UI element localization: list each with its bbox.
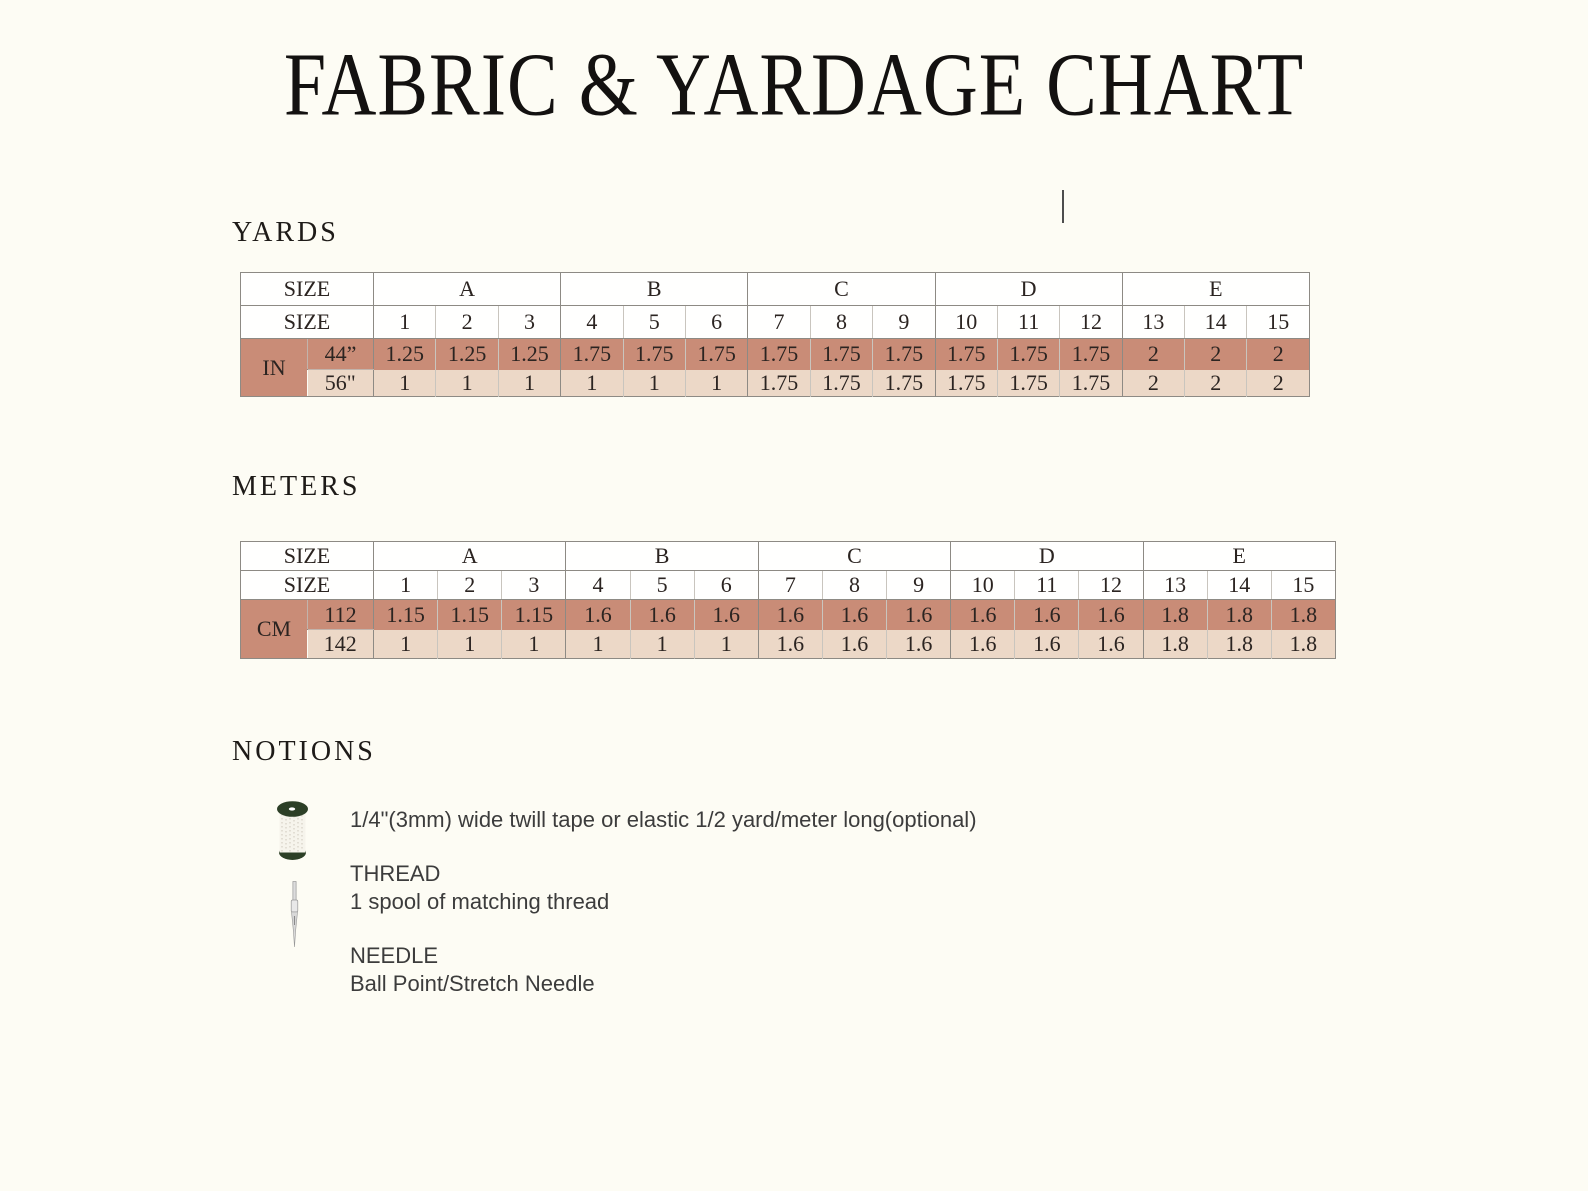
yardage-value-cell: 1.6 — [566, 600, 630, 630]
yardage-value-cell: 1.75 — [873, 339, 935, 370]
size-group-label: C — [758, 542, 950, 571]
unit-label-cell: CM — [241, 600, 308, 659]
yardage-value-cell: 1.6 — [1079, 600, 1143, 630]
size-number-cell: 6 — [694, 571, 758, 600]
yardage-value-cell: 1 — [566, 630, 630, 659]
size-number-cell: 5 — [623, 306, 685, 339]
yardage-value-cell: 1.75 — [810, 370, 872, 397]
yardage-value-cell: 1.6 — [758, 600, 822, 630]
yardage-value-cell: 1 — [374, 370, 436, 397]
size-number-cell: 8 — [810, 306, 872, 339]
size-number-cell: 7 — [758, 571, 822, 600]
size-number-cell: 14 — [1207, 571, 1271, 600]
notions-section-heading: NOTIONS — [232, 736, 376, 767]
yardage-value-cell: 1 — [374, 630, 438, 659]
size-number-cell: 3 — [502, 571, 566, 600]
notion-thread-title: THREAD — [350, 861, 441, 886]
thread-spool-icon — [276, 801, 309, 863]
yardage-value-cell: 1.8 — [1271, 630, 1335, 659]
yardage-value-cell: 1.75 — [997, 339, 1059, 370]
yardage-value-cell: 1 — [436, 370, 498, 397]
notion-tape-line: 1/4"(3mm) wide twill tape or elastic 1/2 yard/meter long(optional) — [350, 807, 977, 832]
size-number-cell: 4 — [561, 306, 623, 339]
size-number-cell: 8 — [822, 571, 886, 600]
size-number-cell: 1 — [374, 571, 438, 600]
yardage-value-cell: 1.75 — [685, 339, 747, 370]
yardage-value-cell: 2 — [1247, 370, 1310, 397]
yardage-value-cell: 1.25 — [374, 339, 436, 370]
size-number-cell: 15 — [1247, 306, 1310, 339]
notion-needle-desc: Ball Point/Stretch Needle — [350, 971, 595, 996]
size-number-cell: 3 — [498, 306, 560, 339]
yardage-value-cell: 1 — [438, 630, 502, 659]
size-number-cell: 9 — [873, 306, 935, 339]
meters-section-heading: METERS — [232, 471, 361, 502]
yardage-value-cell: 1.15 — [374, 600, 438, 630]
size-header-cell: SIZE — [241, 273, 374, 306]
size-number-cell: 15 — [1271, 571, 1335, 600]
yardage-value-cell: 1.75 — [1060, 339, 1122, 370]
yardage-value-cell: 1.75 — [1060, 370, 1122, 397]
size-number-cell: 7 — [748, 306, 810, 339]
yardage-value-cell: 1.75 — [935, 370, 997, 397]
text-cursor-artifact — [1062, 190, 1064, 223]
yardage-value-cell: 1.6 — [630, 600, 694, 630]
yardage-value-cell: 1.75 — [623, 339, 685, 370]
fabric-width-cell: 142 — [308, 630, 374, 659]
size-group-label: E — [1143, 542, 1335, 571]
yardage-value-cell: 1.6 — [822, 600, 886, 630]
notion-needle-block — [350, 942, 595, 998]
yardage-value-cell: 1.25 — [436, 339, 498, 370]
yardage-value-cell: 2 — [1185, 339, 1247, 370]
notion-thread-desc: 1 spool of matching thread — [350, 889, 610, 914]
page-title: FABRIC & YARDAGE CHART — [283, 35, 1305, 135]
size-number-cell: 10 — [935, 306, 997, 339]
size-group-label: A — [374, 542, 566, 571]
size-number-cell: 11 — [1015, 571, 1079, 600]
size-number-cell: 13 — [1143, 571, 1207, 600]
yardage-value-cell: 1.75 — [997, 370, 1059, 397]
size-number-cell: 1 — [374, 306, 436, 339]
yardage-value-cell: 1.75 — [873, 370, 935, 397]
yardage-value-cell: 2 — [1247, 339, 1310, 370]
fabric-width-cell: 44” — [308, 339, 374, 370]
yardage-value-cell: 1.25 — [498, 339, 560, 370]
yardage-value-cell: 1 — [630, 630, 694, 659]
yardage-value-cell: 1.75 — [748, 339, 810, 370]
yardage-value-cell: 2 — [1122, 370, 1184, 397]
yards-section-heading: YARDS — [232, 217, 339, 248]
size-number-cell: 12 — [1060, 306, 1122, 339]
yardage-value-cell: 1.6 — [1015, 630, 1079, 659]
size-number-cell: 5 — [630, 571, 694, 600]
size-header-cell: SIZE — [241, 306, 374, 339]
yardage-value-cell: 1 — [498, 370, 560, 397]
size-number-cell: 2 — [438, 571, 502, 600]
yardage-value-cell: 1.8 — [1143, 600, 1207, 630]
yardage-value-cell: 1.8 — [1207, 630, 1271, 659]
yardage-value-cell: 1 — [561, 370, 623, 397]
yardage-value-cell: 1 — [694, 630, 758, 659]
size-group-label: B — [561, 273, 748, 306]
yardage-value-cell: 1.75 — [561, 339, 623, 370]
size-number-cell: 2 — [436, 306, 498, 339]
yardage-value-cell: 1.6 — [1079, 630, 1143, 659]
yardage-value-cell: 1.15 — [502, 600, 566, 630]
size-number-cell: 4 — [566, 571, 630, 600]
size-group-label: A — [374, 273, 561, 306]
size-number-cell: 11 — [997, 306, 1059, 339]
yardage-value-cell: 2 — [1185, 370, 1247, 397]
size-number-cell: 12 — [1079, 571, 1143, 600]
yardage-value-cell: 1.6 — [951, 600, 1015, 630]
yards-table — [240, 272, 1310, 397]
meters-table — [240, 541, 1336, 659]
sewing-needle-icon — [288, 881, 301, 948]
yardage-value-cell: 1.6 — [694, 600, 758, 630]
size-number-cell: 6 — [685, 306, 747, 339]
yardage-value-cell: 1.75 — [748, 370, 810, 397]
yardage-value-cell: 2 — [1122, 339, 1184, 370]
size-group-label: C — [748, 273, 935, 306]
yardage-value-cell: 1 — [685, 370, 747, 397]
yardage-value-cell: 1.6 — [887, 600, 951, 630]
yardage-value-cell: 1.6 — [1015, 600, 1079, 630]
unit-label-cell: IN — [241, 339, 308, 397]
size-header-cell: SIZE — [241, 542, 374, 571]
size-number-cell: 9 — [887, 571, 951, 600]
yardage-value-cell: 1.8 — [1143, 630, 1207, 659]
size-group-label: B — [566, 542, 758, 571]
fabric-width-cell: 112 — [308, 600, 374, 630]
yardage-value-cell: 1.75 — [935, 339, 997, 370]
size-group-label: D — [935, 273, 1122, 306]
yardage-value-cell: 1.6 — [758, 630, 822, 659]
yardage-value-cell: 1.8 — [1207, 600, 1271, 630]
size-number-cell: 13 — [1122, 306, 1184, 339]
yardage-value-cell: 1.8 — [1271, 600, 1335, 630]
size-header-cell: SIZE — [241, 571, 374, 600]
size-number-cell: 14 — [1185, 306, 1247, 339]
yardage-value-cell: 1.6 — [822, 630, 886, 659]
notion-needle-title: NEEDLE — [350, 943, 439, 968]
yardage-value-cell: 1 — [502, 630, 566, 659]
yardage-value-cell: 1.6 — [887, 630, 951, 659]
yardage-value-cell: 1.6 — [951, 630, 1015, 659]
notion-thread-block — [350, 860, 609, 916]
fabric-width-cell: 56" — [308, 370, 374, 397]
yardage-value-cell: 1 — [623, 370, 685, 397]
size-number-cell: 10 — [951, 571, 1015, 600]
yardage-value-cell: 1.15 — [438, 600, 502, 630]
yardage-value-cell: 1.75 — [810, 339, 872, 370]
size-group-label: D — [951, 542, 1143, 571]
size-group-label: E — [1122, 273, 1309, 306]
